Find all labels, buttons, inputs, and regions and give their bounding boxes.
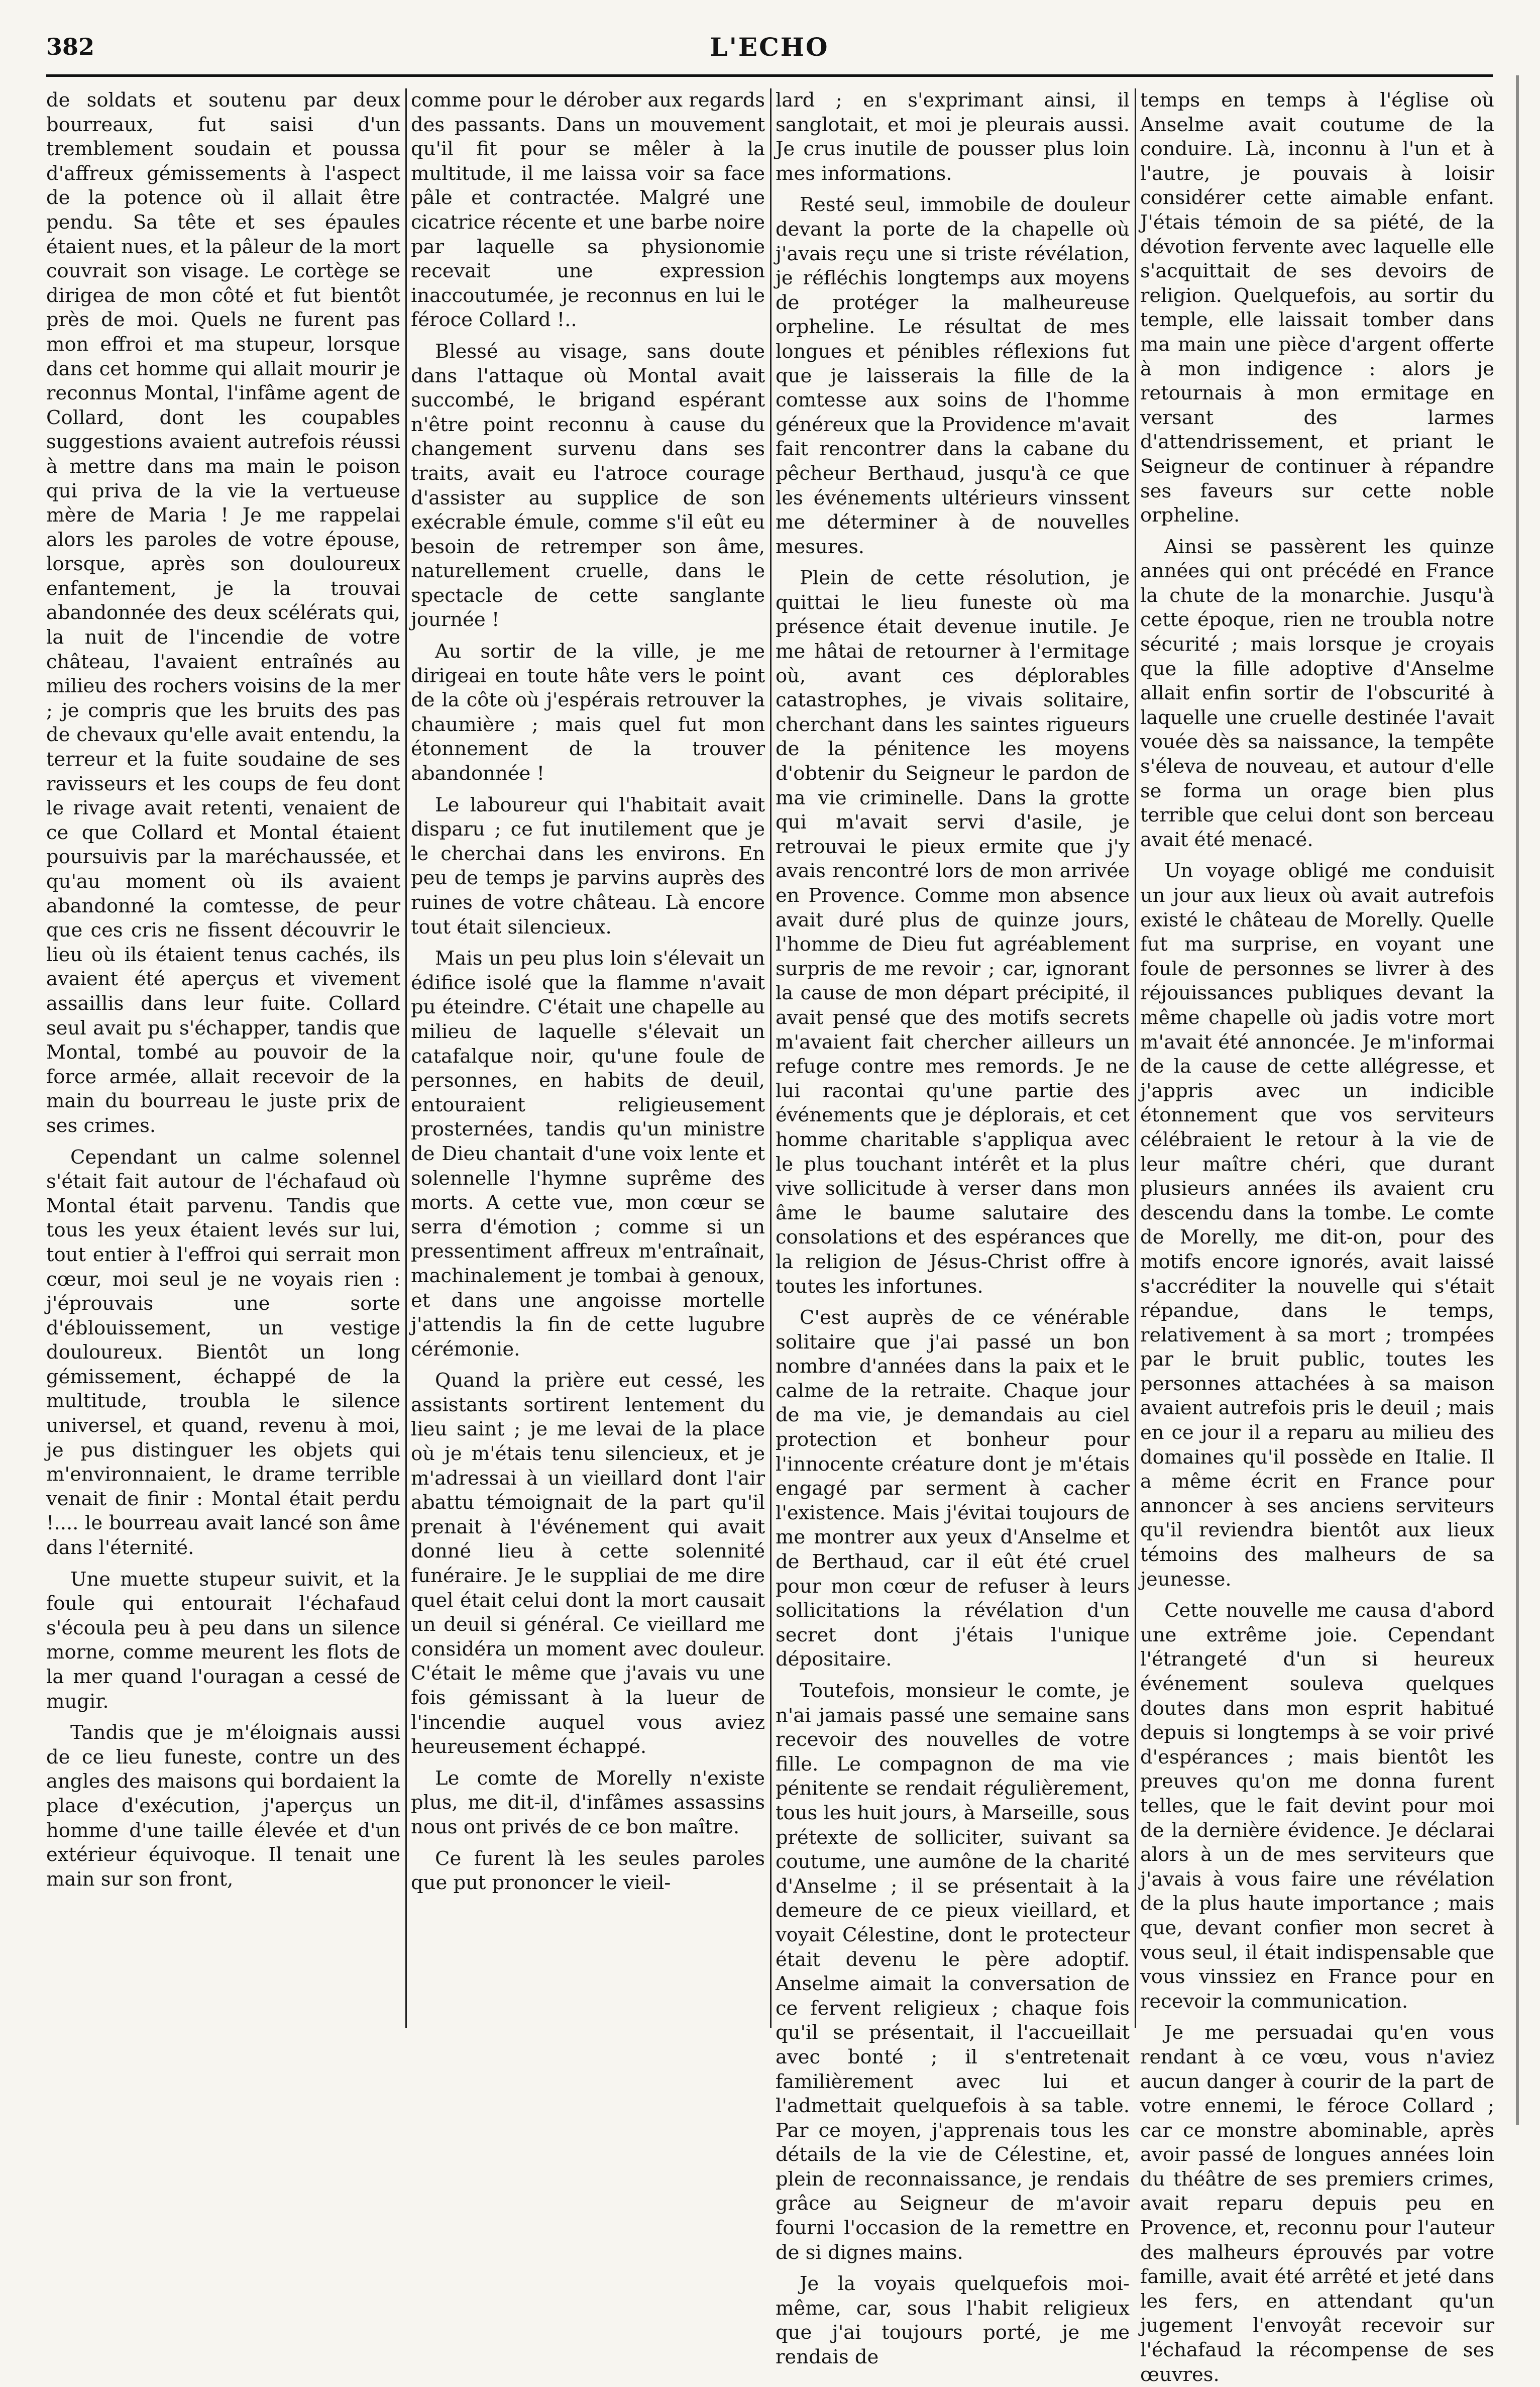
paragraph: C'est auprès de ce vénérable solitaire que j'ai passé un bon nombre d'années dans la paix et le calme de la retraite. Chaque jour de ma vie, je demandais au ciel protection et bonheur pour l'innocente créature dont je m'étais engagé par serment à cacher l'existence. Mais j'évitai toujours de me montrer aux yeux d'Anselme et de Berthaud, car il eût été cruel pour mon cœur de refuser à leurs sollicitations la révélation d'un secret dont j'étais l'unique dépositaire. <box>776 1306 1130 1671</box>
paragraph: Toutefois, monsieur le comte, je n'ai jamais passé une semaine sans recevoir des nouvelles de votre fille. Le compagnon de ma vie pénitente se rendait régulièrement, tous les huit jours, à Marseille, sous prétexte de solliciter, suivant sa coutume, une aumône de la charité d'Anselme ; il se présentait à la demeure de ce pieux vieillard, et voyait Célestine, dont le protecteur était devenu le père adoptif. Anselme aimait la conversation de ce fervent religieux ; chaque fois qu'il se présentait, il l'accueillait avec bonté ; il s'entretenait familièrement avec lui et l'admettait quelquefois à sa table. Par ce moyen, j'apprenais tous les détails de la vie de Célestine, et, plein de reconnaissance, je rendais grâce au Seigneur de m'avoir fourni l'occasion de la remettre en de si dignes mains. <box>776 1680 1130 2264</box>
paragraph: Resté seul, immobile de douleur devant la porte de la chapelle où j'avais reçu une si triste révélation, je réfléchis longtemps aux moyens de protéger la malheureuse orpheline. Le résultat de mes longues et pénibles réflexions fut que je laisserais la fille de la comtesse aux soins de l'homme généreux que la Providence m'avait fait rencontrer dans la cabane du pêcheur Berthaud, jusqu'à ce que les événements ultérieurs vinssent me déterminer à de nouvelles mesures. <box>776 193 1130 558</box>
page-binding-edge <box>1516 75 1519 2125</box>
column-divider <box>770 88 772 2028</box>
column-3 <box>776 88 1130 2369</box>
paragraph: Je me persuadai qu'en vous rendant à ce vœu, vous n'aviez aucun danger à courir de la part de votre ennemi, le féroce Collard ; car ce monstre abominable, après avoir passé de longues années loin du théâtre de ses premiers crimes, avait reparu depuis peu en Provence, et, reconnu pour l'auteur des malheurs éprouvés par votre famille, avait été arrêté et jeté dans les fers, en attendant qu'un jugement l'envoyât recevoir sur l'échafaud la récompense de ses œuvres. <box>1140 2021 1494 2386</box>
paragraph: Cependant un calme solennel s'était fait autour de l'échafaud où Montal était parvenu. Tandis que tous les yeux étaient levés sur lui, tout entier à l'effroi qui serrait mon cœur, moi seul je ne voyais rien : j'éprouvais une sorte d'éblouissement, un vestige douloureux. Bientôt un long gémissement, échappé de la multitude, troubla le silence universel, et quand, revenu à moi, je pus distinguer les objets qui m'environnaient, le drame terrible venait de finir : Montal était perdu !.... le bourreau avait lancé son âme dans l'éternité. <box>46 1146 400 1560</box>
paragraph: Ainsi se passèrent les quinze années qui ont précédé en France la chute de la monarchie. Jusqu'à cette époque, rien ne troubla notre sécurité ; mais lorsque je croyais que la fille adoptive d'Anselme allait enfin sortir de l'obscurité à laquelle une cruelle destinée l'avait vouée dès sa naissance, la tempête s'éleva de nouveau, et autour d'elle se forma un orage bien plus terrible que celui dont son berceau avait été menacé. <box>1140 535 1494 851</box>
column-2 <box>411 88 765 2048</box>
paragraph: Blessé au visage, sans doute dans l'attaque où Montal avait succombé, le brigand espérant n'être point reconnu à cause du changement survenu dans ses traits, avait eu l'atroce courage d'assister au supplice de son exécrable émule, comme s'il eût eu besoin de retremper son âme, naturellement cruelle, dans le spectacle de cette sanglante journée ! <box>411 340 765 632</box>
paragraph: Tandis que je m'éloignais aussi de ce lieu funeste, contre un des angles des maisons qui bordaient la place d'exécution, j'aperçus un homme d'une taille élevée et d'un extérieur équivoque. Il tenait une main sur son front, <box>46 1721 400 1891</box>
column-1 <box>46 88 400 2048</box>
paragraph: Ce furent là les seules paroles que put prononcer le vieil- <box>411 1847 765 1895</box>
paragraph: Je la voyais quelquefois moi-même, car, sous l'habit religieux que j'ai toujours porté, je me rendais de <box>776 2272 1130 2369</box>
column-4 <box>1140 88 1494 2386</box>
paragraph: Mais un peu plus loin s'élevait un édifice isolé que la flamme n'avait pu éteindre. C'était une chapelle au milieu de laquelle s'élevait un catafalque noir, qu'une foule de personnes, en habits de deuil, entouraient religieusement prosternées, tandis qu'un ministre de Dieu chantait d'une voix lente et solennelle l'hymne suprême des morts. A cette vue, mon cœur se serra d'émotion ; comme si un pressentiment affreux m'entraînait, machinalement je tombai à genoux, et dans une angoisse mortelle j'attendis la fin de cette lugubre cérémonie. <box>411 947 765 1361</box>
paragraph: Le laboureur qui l'habitait avait disparu ; ce fut inutilement que je le cherchai dans les environs. En peu de temps je parvins auprès des ruines de votre château. Là encore tout était silencieux. <box>411 793 765 939</box>
paragraph: Cette nouvelle me causa d'abord une extrême joie. Cependant l'étrangeté d'un si heureux événement souleva quelques doutes dans mon esprit habitué depuis si longtemps à se voir privé d'espérances ; mais bientôt les preuves qu'on me donna furent telles, que le fait devint pour moi de la dernière évidence. Je déclarai alors à un de mes serviteurs que j'avais à vous faire une révélation de la plus haute importance ; mais que, devant confier mon secret à vous seul, il était indispensable que vous vinssiez en France pour en recevoir la communication. <box>1140 1599 1494 2013</box>
paragraph: Au sortir de la ville, je me dirigeai en toute hâte vers le point de la côte où j'espérais retrouver la chaumière ; mais quel fut mon étonnement de la trouver abandonnée ! <box>411 640 765 785</box>
paragraph: Le comte de Morelly n'existe plus, me dit-il, d'infâmes assassins nous ont privés de ce bon maître. <box>411 1767 765 1838</box>
page-number: 382 <box>46 33 95 60</box>
paragraph: de soldats et soutenu par deux bourreaux, fut saisi d'un tremblement soudain et poussa d'affreux gémissements à l'aspect de la potence où il allait être pendu. Sa tête et ses épaules étaient nues, et la pâleur de la mort couvrait son visage. Le cortège se dirigea de mon côté et fut bientôt près de moi. Quels ne furent pas mon effroi et ma stupeur, lorsque dans cet homme qui allait mourir je reconnus Montal, l'infâme agent de Collard, dont les coupables suggestions avaient autrefois réussi à mettre dans ma main le poison qui priva de la vie la vertueuse mère de Maria ! Je me rappelai alors les paroles de votre épouse, lorsque, après son douloureux enfantement, je la trouvai abandonnée des deux scélérats qui, la nuit de l'incendie de votre château, l'avaient entraînés au milieu des rochers voisins de la mer ; je compris que les bruits des pas de chevaux qu'elle avait entendu, la terreur et la fuite soudaine de ses ravisseurs et les coups de feu dont le rivage avait retenti, venaient de ce que Collard et Montal étaient poursuivis par la maréchaussée, et qu'au moment où ils avaient abandonné la comtesse, de peur que ces cris ne fissent découvrir le lieu où ils étaient tenus cachés, ils avaient été aperçus et vivement assaillis dans leur fuite. Collard seul avait pu s'échapper, tandis que Montal, tombé au pouvoir de la force armée, allait recevoir de la main du bourreau le juste prix de ses crimes. <box>46 89 400 1137</box>
page-header <box>46 30 1493 75</box>
paragraph: Un voyage obligé me conduisit un jour aux lieux où avait autrefois existé le château de Morelly. Quelle fut ma surprise, en voyant une foule de personnes se livrer à des réjouissances publiques devant la même chapelle où jadis votre mort m'avait été annoncée. Je m'informai de la cause de cette allégresse, et j'appris avec un indicible étonnement que vos serviteurs célébraient le retour à la vie de leur maître chéri, que durant plusieurs années ils avaient cru descendu dans la tombe. Le comte de Morelly, me dit-on, pour des motifs encore ignorés, avait laissé s'accréditer la nouvelle qui s'était répandue, dans le temps, relativement à sa mort ; trompées par le bruit public, toutes les personnes attachées à sa maison avaient autrefois pris le deuil ; mais en ce jour il a reparu au milieu des domaines qu'il possède en Italie. Il a même écrit en France pour annoncer à ses anciens serviteurs qu'il reviendra bientôt aux lieux témoins des malheurs de sa jeunesse. <box>1140 860 1494 1591</box>
journal-title: L'ECHO <box>710 32 829 62</box>
paragraph: Quand la prière eut cessé, les assistants sortirent lentement du lieu saint ; je me levai de la place où je m'étais tenu silencieux, et je m'adressai à un vieillard dont l'air abattu témoignait de la part qu'il prenait à l'événement qui avait donné lieu à cette solennité funéraire. Je le suppliai de me dire quel était celui dont la mort causait un deuil si général. Ce vieillard me considéra un moment avec douleur. C'était le même que j'avais vu une fois gémissant à la lueur de l'incendie auquel vous aviez heureusement échappé. <box>411 1369 765 1758</box>
paragraph: lard ; en s'exprimant ainsi, il sanglotait, et moi je pleurais aussi. Je crus inutile de pousser plus loin mes informations. <box>776 89 1130 185</box>
header-rule <box>46 74 1493 77</box>
paragraph: Une muette stupeur suivit, et la foule qui entourait l'échafaud s'écoula peu à peu dans un silence morne, comme meurent les flots de la mer quand l'ouragan a cessé de mugir. <box>46 1568 400 1713</box>
article-columns <box>46 88 1494 2386</box>
paragraph: Plein de cette résolution, je quittai le lieu funeste où ma présence était devenue inutile. Je me hâtai de retourner à l'ermitage où, avant ces déplorables catastrophes, je vivais solitaire, cherchant dans les saintes rigueurs de la pénitence les moyens d'obtenir du Seigneur le pardon de ma vie criminelle. Dans la grotte qui m'avait servi d'asile, je retrouvai le pieux ermite que j'y avais rencontré lors de mon arrivée en Provence. Comme mon absence avait duré plus de quinze jours, l'homme de Dieu fut agréablement surpris de me revoir ; car, ignorant la cause de mon départ précipité, il avait pensé que des motifs secrets m'avaient fait chercher ailleurs un refuge contre mes remords. Je ne lui racontai qu'une partie des événements que je déplorais, et cet homme charitable s'appliqua avec le plus touchant intérêt et la plus vive sollicitude à verser dans mon âme le baume salutaire des consolations et des espérances que la religion de Jésus-Christ offre à toutes les infortunes. <box>776 567 1130 1298</box>
paragraph: temps en temps à l'église où Anselme avait coutume de la conduire. Là, inconnu à l'un et à l'autre, je pouvais à loisir considérer cette aimable enfant. J'étais témoin de sa piété, de la dévotion fervente avec laquelle elle s'acquittait de ses devoirs de religion. Quelquefois, au sortir du temple, elle laissait tomber dans ma main une pièce d'argent offerte à mon indigence : alors je retournais à mon ermitage en versant des larmes d'attendrissement, et priant le Seigneur de continuer à répandre ses faveurs sur cette noble orpheline. <box>1140 89 1494 527</box>
paragraph: comme pour le dérober aux regards des passants. Dans un mouvement qu'il fit pour se mêler à la multitude, il me laissa voir sa face pâle et contractée. Malgré une cicatrice récente et une barbe noire par laquelle sa physionomie recevait une expression inaccoutumée, je reconnus en lui le féroce Collard !.. <box>411 89 765 332</box>
column-divider <box>1135 88 1136 2028</box>
column-divider <box>405 88 407 2028</box>
